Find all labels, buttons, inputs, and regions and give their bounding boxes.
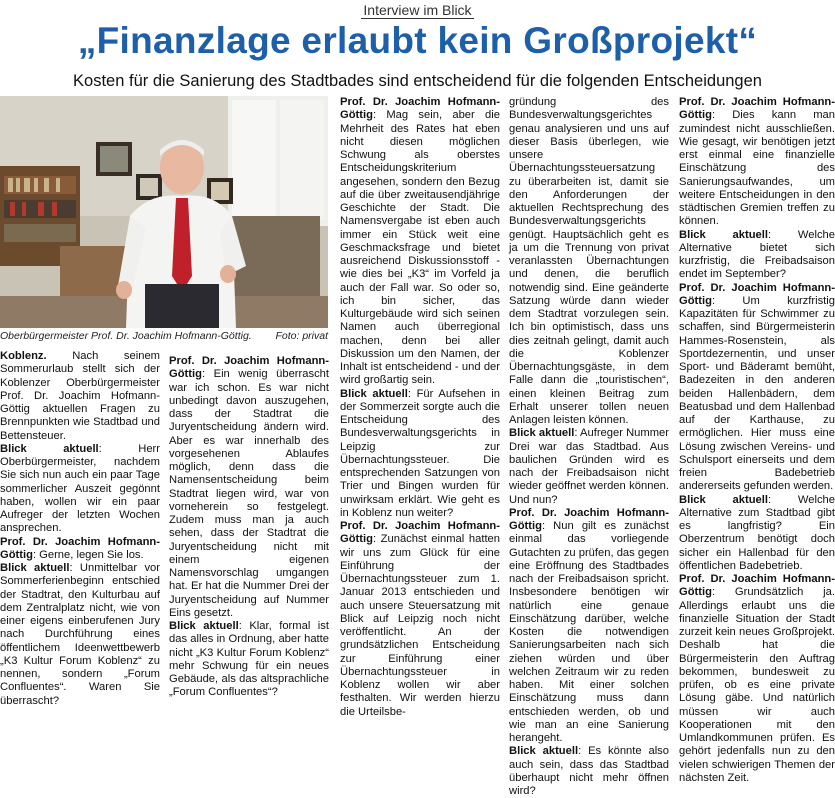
- speaker-label: Blick aktuell: [0, 442, 99, 455]
- speaker-label: Prof. Dr. Joachim Hofmann-Göttig: [0, 535, 160, 561]
- text-column-4: [509, 96, 670, 797]
- paragraph-text: : Zunächst einmal hatten wir uns zum Glück für eine Einführung der Übernachtungssteuer zum 1. Januar 2013 entschieden und auch unsere Steuersatzung mit Blick auf Leipzig noch nicht veröffentlicht. An der grundsätzlichen Entscheidung zur Einführung einer Übernachtungssteuer in Koblenz wollen wir aber festhalten. Wir werden hierzu die Urteilsbe-: [340, 533, 500, 718]
- paragraph-text: : Dies kann man zumindest nicht ausschließen. Wie gesagt, wir benötigen jetzt erst einmal eine finanzielle Einschätzung des Sanierungsaufwandes, um weitere Entscheidungen in den städtischen Gremien treffen zu können.: [679, 109, 835, 228]
- paragraph-text: Nach seinem Sommerurlaub stellt sich der Koblenzer Oberbürgermeister Prof. Dr. Joachim Hofmann-Göttig aktuellen Fragen zu Brennpunkten wie Stadtbad und Bettensteuer.: [0, 350, 160, 442]
- paragraph-text: : Welche Alternative zum Stadtbad gibt es langfristig? Ein Oberzentrum benötigt doch sicher ein Hallenbad für den öffentlichen Badebetrieb.: [679, 493, 835, 572]
- kicker: Interview im Blick: [363, 2, 472, 18]
- paragraph: [0, 443, 160, 536]
- caption-text: Oberbürgermeister Prof. Dr. Joachim Hofmann-Göttig.: [0, 330, 252, 342]
- speaker-label: Prof. Dr. Joachim Hofmann-Göttig: [340, 520, 500, 546]
- speaker-label: Prof. Dr. Joachim Hofmann-Göttig: [340, 96, 500, 122]
- speaker-label: Prof. Dr. Joachim Hofmann-Göttig: [679, 573, 835, 599]
- paragraph-text: : Ein wenig überrascht war ich schon. Es war nicht unbedingt davon auszugehen, dass der Stadtrat die Juryentscheidung ändern wird. Aber es war innerhalb des vorgesehenen Ablaufes möglich, denn dass die Namensentscheidung beim Stadtrat liegen wird, war von vorneherein so festgelegt. Zudem muss man ja auch sehen, dass der Stadtrat die Juryentscheidung nicht mit einem eigenen Namensvorschlag umgangen hat. Er hat die Nummer Drei der Juryentscheidung auf Nummer Eins gesetzt.: [169, 368, 329, 619]
- paragraph: [340, 520, 500, 719]
- paragraph: [509, 427, 669, 507]
- subheadline: Kosten für die Sanierung des Stadtbades sind entscheidend für die folgenden Entscheidungen: [73, 72, 762, 90]
- paragraph: [340, 388, 500, 521]
- paragraph: [0, 536, 160, 563]
- headline: „Finanzlage erlaubt kein Großprojekt“: [77, 20, 758, 61]
- paragraph-text: : Unmittelbar vor Sommerferienbeginn entschied der Stadtrat, den Kulturbau auf dem Zentralplatz nicht, wie von einer eigens einberufenen Jury nach Durchführung eines öffentlichem Ideenwettbewerb „K3 Kultur Forum Koblenz“ zu nennen, sondern „Forum Confluentes“. Waren Sie überrascht?: [0, 562, 160, 707]
- speaker-label: Blick aktuell: [509, 427, 575, 440]
- speaker-label: Prof. Dr. Joachim Hofmann-Göttig: [169, 355, 329, 381]
- paragraph-text: : Für Aufsehen in der Sommerzeit sorgte auch die Entscheidung des Bundesverwaltungsgerichts in Leipzig zur Übernachtungssteuer. Die entsprechenden Satzungen von Trier und Bingen wurden für unwirksam erklärt. Wie geht es in Koblenz nun weiter?: [340, 387, 500, 519]
- paragraph-text: : Es könnte also auch sein, dass das Stadtbad überhaupt nicht mehr öffnen wird?: [509, 745, 670, 797]
- speaker-label: Blick aktuell: [509, 745, 579, 758]
- speaker-label: Prof. Dr. Joachim Hofmann-Göttig: [679, 281, 835, 307]
- photo-caption: [0, 330, 328, 342]
- paragraph: [340, 96, 500, 388]
- paragraph-text: : Herr Oberbürgermeister, nachdem Sie sich nun auch ein paar Tage sommerlicher Auszeit gegönnt haben, wollen wir ein paar Aufreger der letzten Wochen ansprechen.: [0, 442, 161, 535]
- speaker-label: Blick aktuell: [0, 562, 70, 574]
- paragraph: [0, 350, 160, 443]
- paragraph: [0, 562, 160, 708]
- paragraph: [509, 507, 669, 746]
- paragraph: [509, 745, 669, 798]
- interview-photo: [0, 96, 328, 328]
- paragraph: [679, 229, 835, 282]
- paragraph: [169, 620, 329, 700]
- paragraph: [169, 355, 329, 620]
- paragraph-text: gründung des Bundesverwaltungsgerichtes genau analysieren und uns auf dieser Basis überlegen, wie unsere Übernachtungssteuersatzung zu überarbeiten ist, damit sie den Anforderungen der aktuellen Rechtsprechung des Bundesverwaltungsgerichts genügt. Hauptsächlich geht es ja um die Trennung von privat veranlassten Übernachtungen und denen, die beruflich notwendig sind. Eine geänderte Satzung würde dann wieder dem Stadtrat vorzulegen sein. Ich bin optimistisch, dass uns dies zeitnah gelingt, damit auch die Koblenzer Übernachtungsgäste, in dem Falle dann die „touristischen“, einen kleinen Beitrag zum Erhalt unserer tollen neuen Anlagen leisten können.: [509, 96, 669, 426]
- paragraph-text: : Mag sein, aber die Mehrheit des Rates hat eben nicht diesen möglichen Schwung als oberstes Entscheidungskriterium angesehen, sondern den Bezug auf die über zweitausendjährige Geschichte der Stadt. Die Namensvergabe ist eben auch immer ein Stück weit eine Geschmacksfrage und bietet ausreichend Diskussionsstoff - wie dies bei „K3“ im Vorfeld ja auch der Fall war. So oder so, ich bin sicher, das Kulturgebäude wird sich seinen Namen auch überregional machen, denn bei aller Diskussion um den Namen, der Inhalt ist entscheidend - und der wird großartig sein.: [340, 109, 500, 387]
- text-column-2: [169, 355, 329, 737]
- paragraph-text: : Um kurzfristig Kapazitäten für Schwimmer zu schaffen, sind Bürgermeisterin Hammes-Rosenstein, als Sportdezernentin, und unser Sport- und Bäderamt bemüht, Badezeiten in den anderen beiden Hallenbädern, dem Beatusbad und dem Hallenbad auf der Karthause, zu ermöglichen. Hier muss eine Lösung zwischen Vereins- und Schulsport einerseits und dem freien Badebetrieb andererseits gefunden werden.: [679, 294, 835, 493]
- paragraph-text: : Aufreger Nummer Drei war das Stadtbad. Aus baulichen Gründen wird es nach der Freibadsaison nicht wieder geöffnet werden können. Und nun?: [509, 427, 669, 506]
- text-column-3: [340, 96, 500, 737]
- speaker-label: Prof. Dr. Joachim Hofmann-Göttig: [509, 506, 669, 532]
- paragraph-text: : Welche Alternative bietet sich kurzfristig, die Freibadsaison endet im September?: [679, 228, 835, 281]
- paragraph-text: : Grundsätzlich ja. Allerdings erlaubt uns die finanzielle Situation der Stadt zurzeit kein neues Großprojekt. Deshalb hat die Bürgermeisterin den Auftrag bekommen, bundesweit zu prüfen, ob es eine private Lösung gäbe. Und natürlich müssen wir auch Kooperationen mit den Umlandkommunen prüfen. Es gehört jedenfalls nun zu den vielen schwierigen Themen der nächsten Zeit.: [679, 586, 835, 784]
- paragraph: [679, 494, 835, 574]
- paragraph: [679, 96, 835, 229]
- paragraph: [679, 573, 835, 785]
- paragraph: [509, 96, 669, 427]
- paragraph-text: : Nun gilt es zunächst einmal das vorliegende Gutachten zu prüfen, das gegen eine Eröffnung des Stadtbades nach der Freibadsaison spricht. Insbesondere benötigen wir natürlich eine genaue Einschätzung darüber, welche Kosten die notwendigen Sanierungsarbeiten nach sich ziehen würden und über welchen Zeitraum wir zu reden haben. Mit einer solchen Einschätzung muss dann entschieden werden, ob und wie man an eine Sanierung herangeht.: [509, 520, 669, 744]
- paragraph-text: : Klar, formal ist das alles in Ordnung, aber hatte nicht „K3 Kultur Forum Koblenz“ mehr Schwung für ein neues Gebäude, als das altsprachliche „Forum Confluentes“?: [169, 620, 329, 699]
- text-column-5: [679, 96, 835, 784]
- speaker-label: Blick aktuell: [340, 387, 408, 400]
- speaker-label: Blick aktuell: [679, 493, 768, 506]
- photo-credit: Foto: privat: [275, 330, 328, 342]
- paragraph: [679, 282, 835, 494]
- speaker-label: Blick aktuell: [169, 620, 239, 632]
- paragraph-text: : Gerne, legen Sie los.: [32, 548, 144, 561]
- text-column-1: [0, 350, 160, 737]
- speaker-label: Koblenz.: [0, 350, 47, 362]
- speaker-label: Prof. Dr. Joachim Hofmann-Göttig: [679, 96, 835, 122]
- speaker-label: Blick aktuell: [679, 228, 768, 241]
